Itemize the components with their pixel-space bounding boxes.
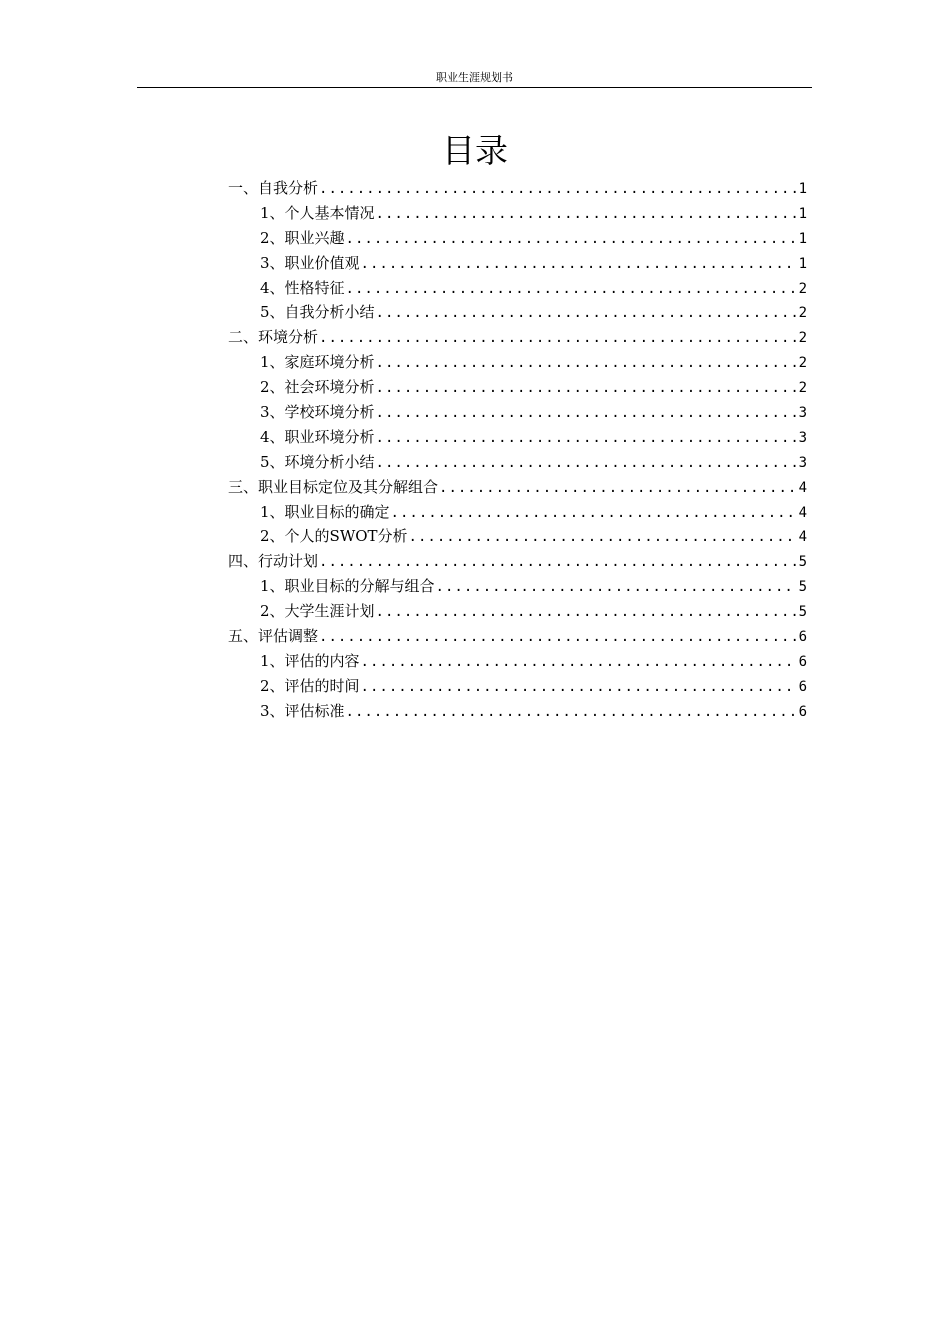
toc-subsection-entry[interactable]: [228, 300, 807, 325]
toc-subsection-entry[interactable]: [228, 524, 807, 549]
toc-subsection-entry[interactable]: [228, 500, 807, 525]
toc-entry-label: 2、大学生涯计划: [260, 602, 375, 621]
toc-entry-label: 3、学校环境分析: [260, 403, 375, 422]
toc-entry-page-number: 2: [798, 330, 807, 347]
toc-dot-leader: [361, 252, 797, 276]
toc-dot-leader: [319, 177, 797, 201]
toc-entry-label: 5、自我分析小结: [260, 303, 375, 322]
toc-entry-page-number: 3: [798, 405, 807, 422]
toc-dot-leader: [439, 476, 797, 500]
toc-entry-label: 2、社会环境分析: [260, 378, 375, 397]
table-of-contents: [228, 176, 807, 724]
toc-dot-leader: [391, 501, 797, 525]
toc-subsection-entry[interactable]: [228, 450, 807, 475]
toc-entry-page-number: 6: [798, 653, 807, 670]
toc-entry-page-number: 5: [798, 579, 807, 596]
toc-entry-page-number: 1: [798, 205, 807, 222]
toc-dot-leader: [376, 426, 797, 450]
toc-entry-label: 1、职业目标的确定: [260, 502, 390, 521]
toc-subsection-entry[interactable]: [228, 649, 807, 674]
toc-entry-label: 2、评估的时间: [260, 676, 360, 695]
toc-subsection-entry[interactable]: [228, 699, 807, 724]
toc-dot-leader: [376, 451, 797, 475]
toc-entry-label: 3、评估标准: [260, 701, 345, 720]
toc-dot-leader: [409, 525, 797, 549]
toc-subsection-entry[interactable]: [228, 201, 807, 226]
toc-entry-label: 1、家庭环境分析: [260, 353, 375, 372]
toc-dot-leader: [319, 326, 797, 350]
toc-subsection-entry[interactable]: [228, 574, 807, 599]
toc-entry-page-number: 6: [798, 703, 807, 720]
toc-subsection-entry[interactable]: [228, 400, 807, 425]
toc-entry-page-number: 2: [798, 280, 807, 297]
toc-entry-label: 5、环境分析小结: [260, 452, 375, 471]
toc-entry-label: 四、行动计划: [228, 552, 319, 571]
toc-entry-label: 一、自我分析: [228, 179, 319, 197]
toc-subsection-entry[interactable]: [228, 350, 807, 375]
toc-entry-page-number: 4: [798, 504, 807, 521]
toc-dot-leader: [376, 351, 797, 375]
toc-section-entry[interactable]: [228, 325, 807, 350]
toc-section-entry[interactable]: [228, 475, 807, 500]
toc-dot-leader: [361, 650, 797, 674]
toc-entry-label: 1、职业目标的分解与组合: [260, 577, 435, 596]
page-header: [137, 68, 812, 88]
toc-entry-label: 五、评估调整: [228, 627, 319, 646]
toc-section-entry[interactable]: [228, 176, 807, 201]
toc-entry-page-number: 2: [798, 380, 807, 397]
toc-entry-page-number: 3: [798, 454, 807, 471]
toc-dot-leader: [346, 277, 797, 301]
toc-subsection-entry[interactable]: [228, 425, 807, 450]
header-title: 职业生涯规划书: [436, 71, 513, 84]
toc-entry-page-number: 5: [798, 604, 807, 621]
toc-entry-label: 1、个人基本情况: [260, 203, 375, 222]
toc-entry-page-number: 4: [798, 479, 807, 496]
toc-dot-leader: [436, 575, 797, 599]
toc-entry-label: 三、职业目标定位及其分解组合: [228, 477, 439, 496]
toc-entry-label: 2、个人的SWOT分析: [260, 527, 408, 546]
toc-subsection-entry[interactable]: [228, 674, 807, 699]
toc-entry-page-number: 5: [798, 554, 807, 571]
toc-subsection-entry[interactable]: [228, 226, 807, 251]
toc-dot-leader: [376, 376, 797, 400]
toc-subsection-entry[interactable]: [228, 251, 807, 276]
toc-entry-page-number: 3: [798, 429, 807, 446]
toc-dot-leader: [319, 550, 797, 574]
toc-title: 目录: [442, 131, 508, 170]
toc-subsection-entry[interactable]: [228, 599, 807, 624]
toc-subsection-entry[interactable]: [228, 375, 807, 400]
toc-dot-leader: [376, 600, 797, 624]
toc-entry-label: 3、职业价值观: [260, 253, 360, 272]
toc-entry-label: 1、评估的内容: [260, 651, 360, 670]
toc-dot-leader: [346, 700, 797, 724]
toc-dot-leader: [346, 227, 797, 251]
toc-entry-label: 2、职业兴趣: [260, 228, 345, 247]
toc-dot-leader: [376, 202, 797, 226]
toc-entry-page-number: 6: [798, 678, 807, 695]
toc-dot-leader: [376, 301, 797, 325]
toc-entry-label: 4、职业环境分析: [260, 427, 375, 446]
toc-entry-page-number: 6: [798, 629, 807, 646]
toc-entry-page-number: 1: [798, 230, 807, 247]
toc-section-entry[interactable]: [228, 549, 807, 574]
toc-section-entry[interactable]: [228, 624, 807, 649]
toc-entry-label: 二、环境分析: [228, 328, 319, 347]
toc-entry-page-number: 4: [798, 529, 807, 546]
toc-subsection-entry[interactable]: [228, 276, 807, 301]
toc-entry-page-number: 1: [798, 255, 807, 272]
toc-entry-page-number: 2: [798, 305, 807, 322]
toc-entry-page-number: 1: [798, 181, 807, 197]
toc-dot-leader: [319, 625, 797, 649]
toc-dot-leader: [361, 675, 797, 699]
toc-entry-label: 4、性格特征: [260, 278, 345, 297]
toc-entry-page-number: 2: [798, 355, 807, 372]
toc-dot-leader: [376, 401, 797, 425]
